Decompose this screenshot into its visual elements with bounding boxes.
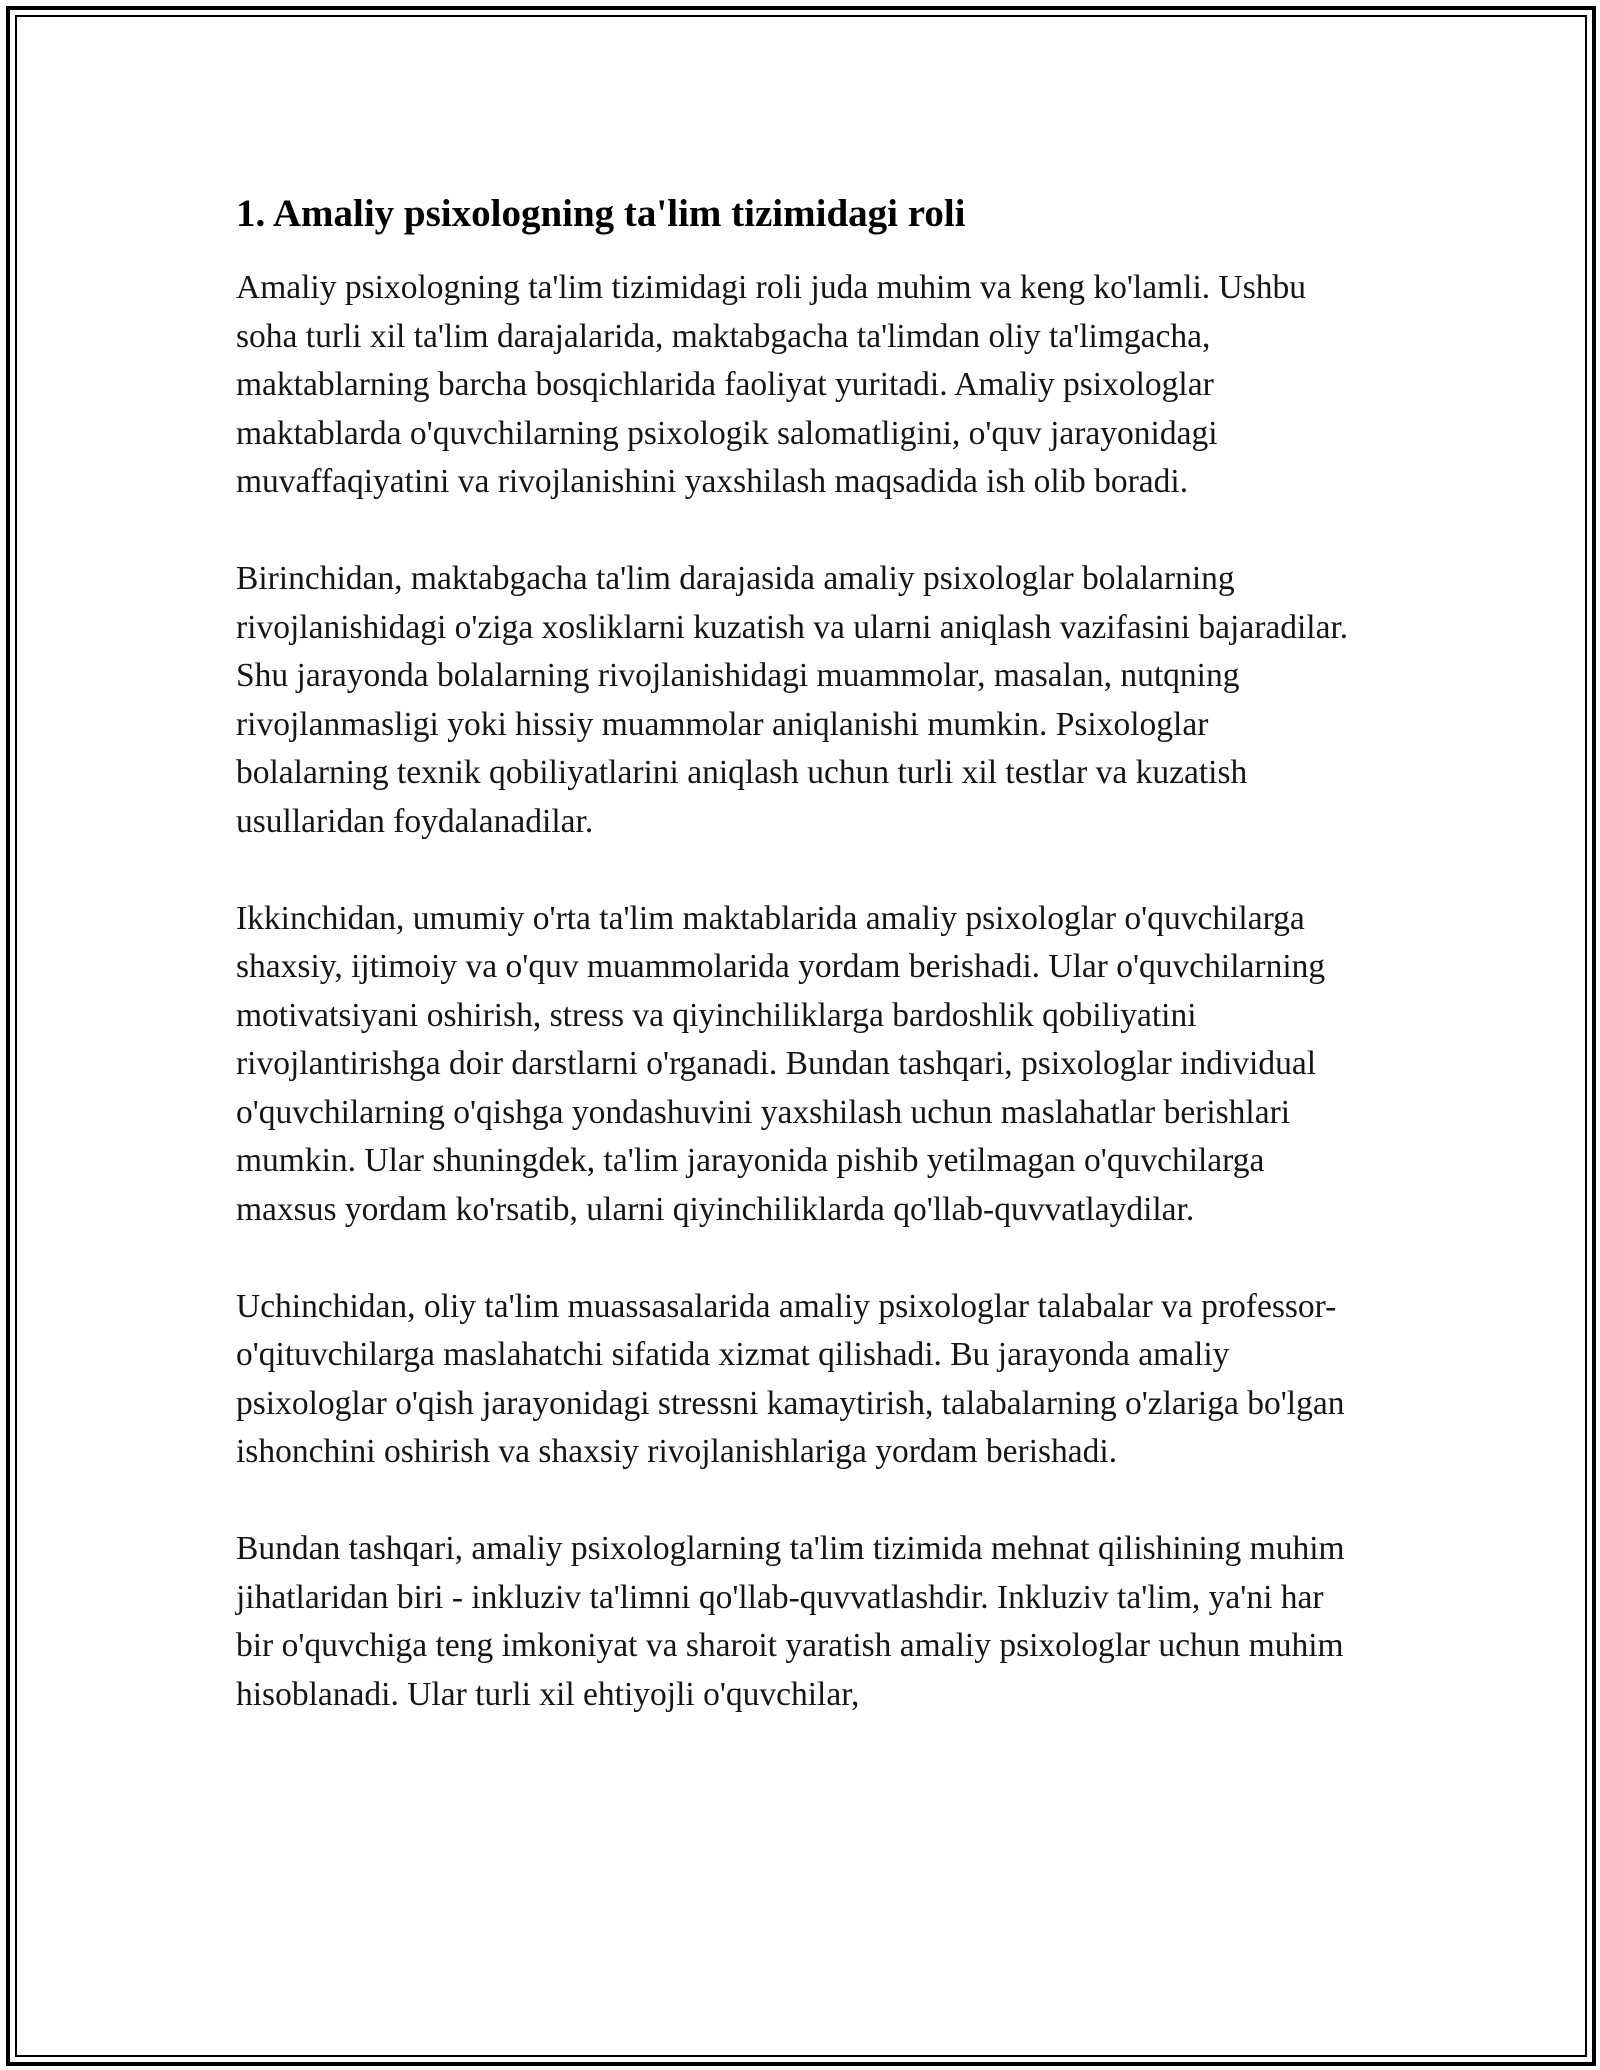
paragraph-preschool: Birinchidan, maktabgacha ta'lim darajasida amaliy psixologlar bolalarning rivojlanishidagi o'ziga xosliklarni kuzatish va ularni aniqlash vazifasini bajaradilar. Shu jarayonda bolalarning rivojlanishidagi muammolar, masalan, nutqning rivojlanmasligi yoki hissiy muammolar aniqlanishi mumkin. Psixologlar bolalarning texnik qobiliyatlarini aniqlash uchun turli xil testlar va kuzatish usullaridan foydalanadilar. [236,560,1349,840]
paragraph-secondary-school: Ikkinchidan, umumiy o'rta ta'lim maktablarida amaliy psixologlar o'quvchilarga shaxsiy, ijtimoiy va o'quv muammolarida yordam berishadi. Ular o'quvchilarning motivatsiyani oshirish, stress va qiyinchiliklarga bardoshlik qobiliyatini rivojlantirishga doir darstlarni o'rganadi. Bundan tashqari, psixologlar individual o'quvchilarning o'qishga yondashuvini yaxshilash uchun maslahatlar berishlari mumkin. Ular shuningdek, ta'lim jarayonida pishib yetilmagan o'quvchilarga maxsus yordam ko'rsatib, ularni qiyinchiliklarda qo'llab-quvvatlaydilar. [236,899,1326,1228]
paragraph-intro: Amaliy psixologning ta'lim tizimidagi roli juda muhim va keng ko'lamli. Ushbu soha turli xil ta'lim darajalarida, maktabgacha ta'limdan oliy ta'limgacha, maktablarning barcha bosqichlarida faoliyat yuritadi. Amaliy psixologlar maktablarda o'quvchilarning psixologik salomatligini, o'quv jarayonidagi muvaffaqiyatini va rivojlanishini yaxshilash maqsadida ish olib boradi. [236,269,1307,500]
paragraph-inclusive-education: Bundan tashqari, amaliy psixologlarning ta'lim tizimida mehnat qilishining muhim jihatlaridan biri - inkluziv ta'limni qo'llab-quvvatlashdir. Inkluziv ta'lim, ya'ni har bir o'quvchiga teng imkoniyat va sharoit yaratish amaliy psixologlar uchun muhim hisoblanadi. Ular turli xil ehtiyojli o'quvchilar, [236,1530,1345,1713]
document-body [236,188,1366,1719]
section-title: 1. Amaliy psixologning ta'lim tizimidagi roli [236,192,966,235]
paragraph-higher-education: Uchinchidan, oliy ta'lim muassasalarida amaliy psixologlar talabalar va professor-o'qituvchilarga maslahatchi sifatida xizmat qilishadi. Bu jarayonda amaliy psixologlar o'qish jarayonidagi stressni kamaytirish, talabalarning o'zlariga bo'lgan ishonchini oshirish va shaxsiy rivojlanishlariga yordam berishadi. [236,1287,1345,1470]
